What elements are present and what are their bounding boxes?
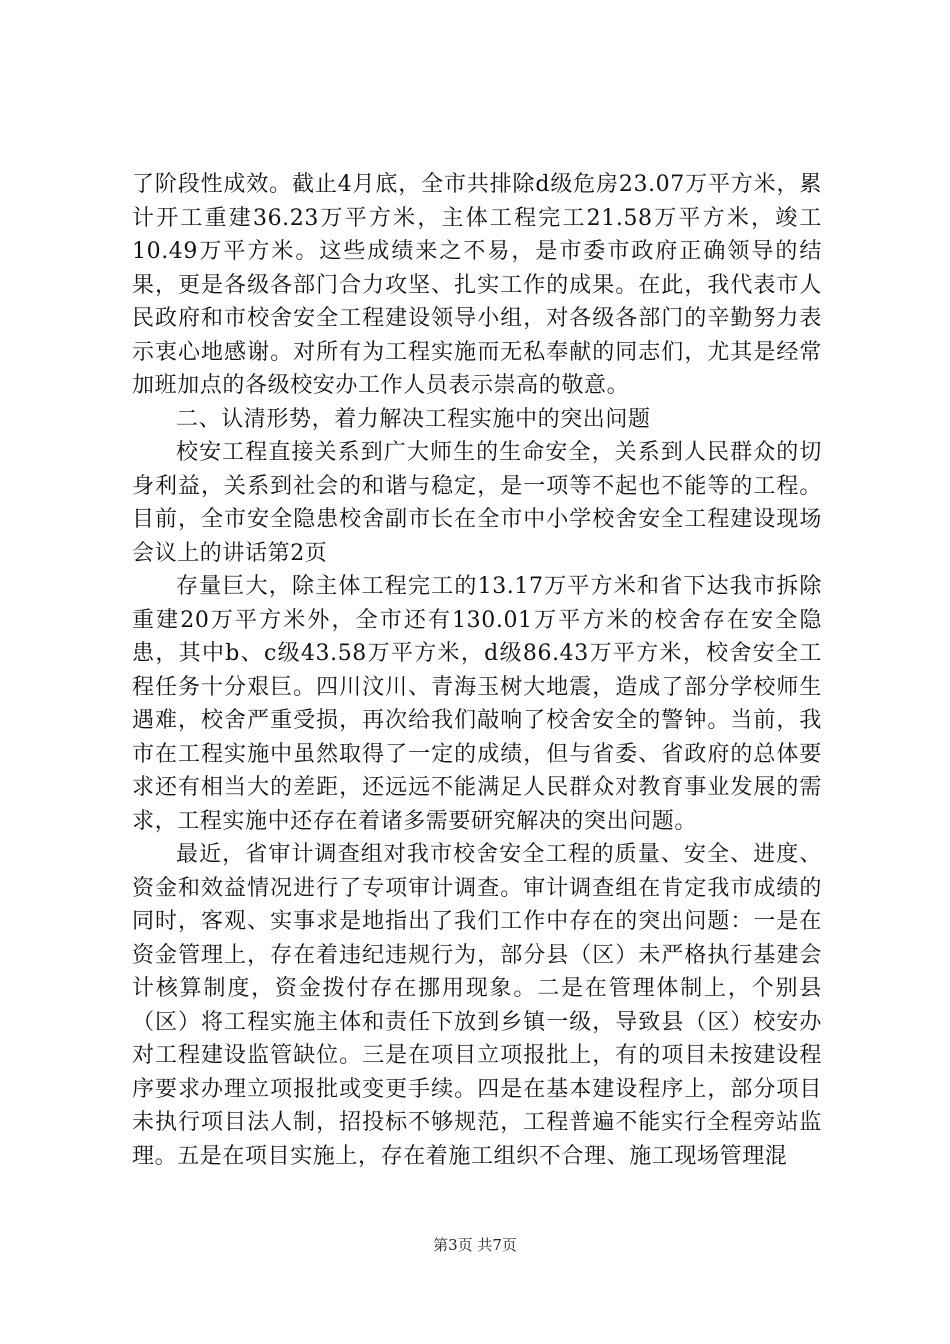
paragraph-2: 校安工程直接关系到广大师生的生命安全，关系到人民群众的切身利益，关系到社会的和谐与稳定，是一项等不起也不能等的工程。目前，全市安全隐患校舍副市长在全市中小学校舍安全工程建设现场会议上的讲话第2页 [132,440,822,566]
paragraph-4: 最近，省审计调查组对我市校舍安全工程的质量、安全、进度、资金和效益情况进行了专项审计调查。审计调查组在肯定我市成绩的同时，客观、实事求是地指出了我们工作中存在的突出问题：一是在资金管理上，存在着违纪违规行为，部分县（区）未严格执行基建会计核算制度，资金拨付存在挪用现象。二是在管理体制上，个别县（区）将工程实施主体和责任下放到乡镇一级，导致县（区）校安办对工程建设监管缺位。三是在项目立项报批上，有的项目未按建设程序要求办理立项报批或变更手续。四是在基本建设程序上，部分项目未执行项目法人制，招投标不够规范，工程普遍不能实行全程旁站监理。五是在项目实施上，存在着施工组织不合理、施工现场管理混 [132,842,822,1169]
body-text [132,168,822,1173]
page-footer [0,1234,950,1255]
paragraph-3: 存量巨大，除主体工程完工的13.17万平方米和省下达我市拆除重建20万平方米外，全市还有130.01万平方米的校舍存在安全隐患，其中b、c级43.58万平方米，d级86.43万平方米，校舍安全工程任务十分艰巨。四川汶川、青海玉树大地震，造成了部分学校师生遇难，校舍严重受损，再次给我们敲响了校舍安全的警钟。当前，我市在工程实施中虽然取得了一定的成绩，但与省委、省政府的总体要求还有相当大的差距，还远远不能满足人民群众对教育事业发展的需求，工程实施中还存在着诸多需要研究解决的突出问题。 [132,574,822,834]
paragraph-1: 了阶段性成效。截止4月底，全市共排除d级危房23.07万平方米，累计开工重建36.23万平方米，主体工程完工21.58万平方米，竣工10.49万平方米。这些成绩来之不易，是市委市政府正确领导的结果，更是各级各部门合力攻坚、扎实工作的成果。在此，我代表市人民政府和市校舍安全工程建设领导小组，对各级各部门的辛勤努力表示衷心地感谢。对所有为工程实施而无私奉献的同志们，尤其是经常加班加点的各级校安办工作人员表示崇高的敬意。 [132,172,822,398]
page-number-label: 第3页 共7页 [433,1236,517,1254]
section-heading: 二、认清形势，着力解决工程实施中的突出问题 [176,406,651,432]
